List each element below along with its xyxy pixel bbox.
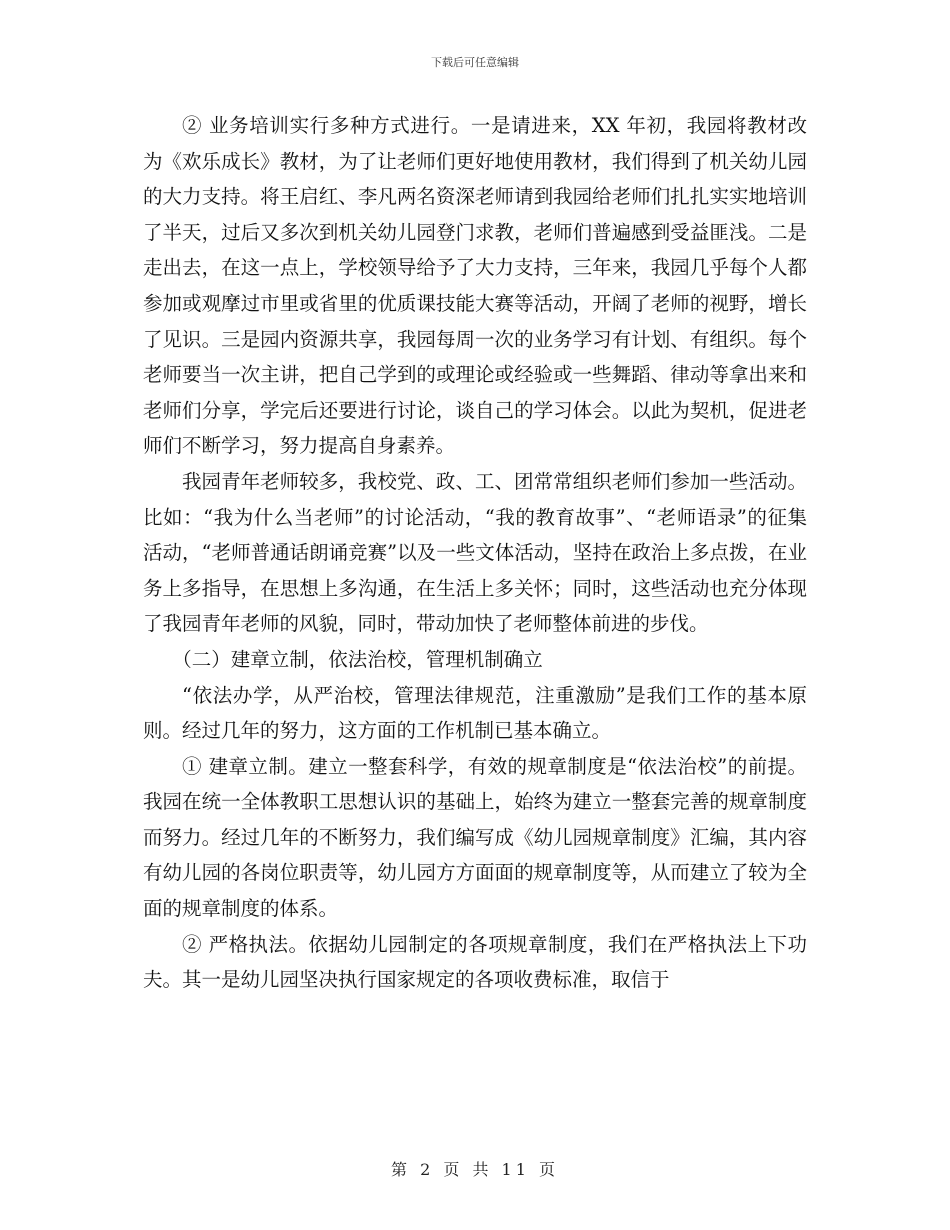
paragraph-strict-enforcement: ② 严格执法。依据幼儿园制定的各项规章制度，我们在严格执法上下功夫。其一是幼儿园坚决执行国家规定的各项收费标准，取信于: [143, 932, 807, 992]
document-body: [143, 108, 807, 998]
page-number-footer: 第 2 页 共 11 页: [391, 1160, 559, 1179]
paragraph-establish-rules: ① 建章立制。建立一整套科学，有效的规章制度是“依法治校”的前提。我园在统一全体教职工思想认识的基础上，始终为建立一整套完善的规章制度而努力。经过几年的不断努力，我们编写成《幼儿园规章制度》汇编，其内容有幼儿园的各岗位职责等，幼儿园方方面面的规章制度等，从而建立了较为全面的规章制度的体系。: [143, 754, 807, 921]
section-heading-rules: （二）建章立制，依法治校，管理机制确立: [172, 647, 543, 671]
paragraph-training-methods: ② 业务培训实行多种方式进行。一是请进来，XX 年初，我园将教材改为《欢乐成长》教材，为了让老师们更好地使用教材，我们得到了机关幼儿园的大力支持。将王启红、李凡两名资深老师请到我园给老师们扎扎实实地培训了半天，过后又多次到机关幼儿园登门求教，老师们普遍感到受益匪浅。二是走出去，在这一点上，学校领导给予了大力支持，三年来，我园几乎每个人都参加或观摩过市里或省里的优质课技能大赛等活动，开阔了老师的视野，增长了见识。三是园内资源共享，我园每周一次的业务学习有计划、有组织。每个老师要当一次主讲，把自己学到的或理论或经验或一些舞蹈、律动等拿出来和老师们分享，学完后还要进行讨论，谈自己的学习体会。以此为契机，促进老师们不断学习，努力提高自身素养。: [143, 114, 807, 458]
paragraph-young-teachers: 我园青年老师较多，我校党、政、工、团常常组织老师们参加一些活动。比如：“我为什么当老师”的讨论活动，“我的教育故事”、“老师语录”的征集活动，“老师普通话朗诵竞赛”以及一些文体活动，坚持在政治上多点拨，在业务上多指导，在思想上多沟通，在生活上多关怀；同时，这些活动也充分体现了我园青年老师的风貌，同时，带动加快了老师整体前进的步伐。: [143, 469, 807, 636]
paragraph-principles: “依法办学，从严治校，管理法律规范，注重激励”是我们工作的基本原则。经过几年的努力，这方面的工作机制已基本确立。: [143, 683, 807, 743]
page-header-note: 下载后可任意编辑: [431, 56, 519, 69]
